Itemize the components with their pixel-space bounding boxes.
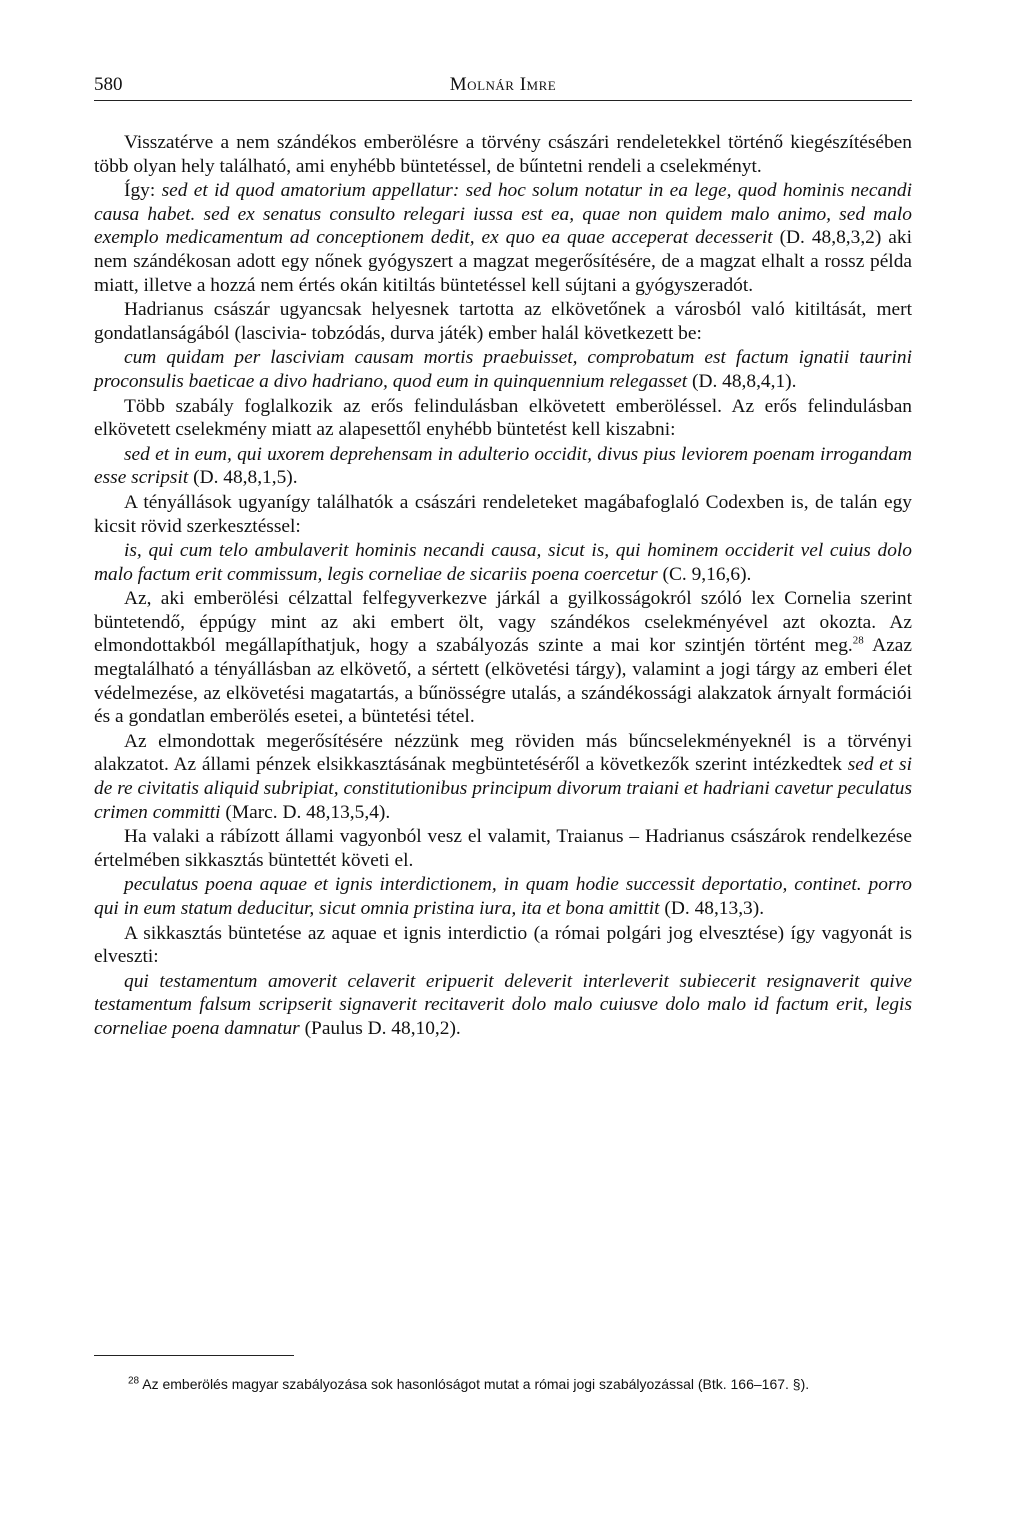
citation: (C. 9,16,6).	[657, 563, 752, 585]
page-number: 580	[94, 74, 123, 95]
footnote	[128, 1376, 918, 1392]
quote-3	[94, 539, 912, 586]
paragraph-text: Azaz megtalálható a tényállásban az elkövető, a sértett (elkövetési tárgy), valamint a jogi tárgy az emberi élet védelmezése, az elkövetési magatartás, a bűnösségre utalás, a szándékossági alakzatok árnyalt formációi és a gondatlan emberölés esetei, a büntetési tétel.	[94, 635, 912, 728]
paragraph-text: Visszatérve a nem szándékos emberölésre a törvény császári rendeletekkel történő kiegészítésében több olyan hely található, ami enyhébb büntetéssel, de bűntetni rendeli a cselekményt.	[94, 132, 912, 177]
latin-quote: peculatus poena aquae et ignis interdictionem, in quam hodie successit deportatio, continet. porro qui in eum statum deducitur, sicut omnia pristina iura, ita et bona amittit	[94, 874, 912, 919]
quote-4	[94, 873, 912, 920]
footnote-number: 28	[128, 1375, 140, 1387]
paragraph-lead: Így:	[124, 180, 162, 202]
paragraph-text: A sikkasztás büntetése az aquae et ignis interdictio (a római polgári jog elvesztése) így vagyonát is elveszti:	[94, 922, 912, 968]
latin-quote: sed et id quod amatorium appellatur: sed hoc solum notatur in ea lege, quod hominis necandi causa habet. sed ex senatus consulto relegari iussa est ea, quae non quidem malo animo, sed malo exemplo medicamentum ad conceptionem dedit, ex quo ea quae acceperat decesserit	[94, 180, 912, 249]
latin-quote: is, qui cum telo ambulaverit hominis necandi causa, sicut is, qui hominem occiderit vel cuius dolo malo factum erit commissum, legis corneliae de sicariis poena coercetur	[94, 540, 912, 585]
paragraph-text: Több szabály foglalkozik az erős felindulásban elkövetett emberöléssel. Az erős felindulásban elkövetett cselekmény miatt az alapesettől enyhébb büntetést kell kiszabni:	[94, 395, 912, 441]
paragraph-text: Ha valaki a rábízott állami vagyonból vesz el valamit, Traianus – Hadrianus császárok rendelkezése értelmében sikkasztás büntettét követi el.	[94, 826, 912, 871]
paragraph-text: Az, aki emberölési célzattal felfegyverkezve járkál a gyilkosságokról szóló lex Cornelia szerint büntetendő, éppúgy mint az aki embert ölt, vagy szándékos cselekményével azt okozta. Az elmondottakból megállapíthatjuk, hogy a szabályozás szinte a mai kor szintjén történt meg.	[94, 588, 912, 657]
paragraph-4	[94, 395, 912, 442]
paragraph-9	[94, 922, 912, 969]
footnote-text: Az emberölés magyar szabályozása sok hasonlóságot mutat a római jogi szabályozással (Btk. 166–167. §).	[139, 1376, 810, 1392]
citation: (D. 48,13,3).	[659, 898, 765, 919]
paragraph-1	[94, 131, 912, 178]
paragraph-text: Hadrianus császár ugyancsak helyesnek tartotta az elkövetőnek a városból való kitiltását, mert gondatlanságából (lascivia- tobzódás, durva játék) ember halál következett be:	[94, 299, 912, 344]
latin-quote: sed et in eum, qui uxorem deprehensam in adulterio occidit, divus pius leviorem poenam irrogandam esse scripsit	[94, 443, 912, 489]
latin-quote: qui testamentum amoverit celaverit eripuerit deleverit interleverit subiecerit resignaverit quive testamentum falsum scripserit signaverit recitaverit dolo malo cuiusve dolo malo id factum erit, legis corneliae poena damnatur	[94, 970, 912, 1039]
paragraph-5	[94, 491, 912, 538]
paragraph-text: A tényállások ugyanígy találhatók a császári rendeleteket magábafoglaló Codexben is, de talán egy kicsit rövid szerkesztéssel:	[94, 491, 912, 537]
latin-quote: cum quidam per lasciviam causam mortis praebuisset, comprobatum est factum ignatii taurini proconsulis baeticae a divo hadriano, quod eum in quinquennium relegasset	[94, 347, 912, 392]
citation: (Marc. D. 48,13,5,4).	[220, 801, 391, 823]
paragraph-text: Az elmondottak megerősítésére nézzünk meg röviden más bűncselekményeknél is a törvényi alakzatot. Az állami pénzek elsikkasztásának megbüntetéséről a következők szerint intézkedtek	[94, 730, 912, 776]
paragraph-text: (D. 48,8,3,2) aki nem szándékosan adott egy nőnek gyógyszert a magzat megerősítésére, de a magzat elhalt a rossz példa miatt, illetve a hozzá nem értés okán kitiltás büntetéssel kell sújtani a gyógyszeradót.	[94, 227, 912, 296]
body-text	[94, 131, 912, 1041]
latin-quote: sed et si de re civitatis aliquid subripiat, constitutionibus principum divorum traiani et hadriani cavetur peculatus crimen committi	[94, 754, 912, 823]
paragraph-8	[94, 825, 912, 872]
paragraph-2	[94, 179, 912, 297]
running-title: Molnár Imre	[449, 74, 557, 95]
paragraph-6	[94, 587, 912, 729]
citation: (D. 48,8,4,1).	[687, 370, 797, 392]
citation: (Paulus D. 48,10,2).	[299, 1017, 461, 1039]
citation: (D. 48,8,1,5).	[188, 467, 298, 489]
footnote-rule	[94, 1355, 294, 1356]
paragraph-7	[94, 730, 912, 824]
paragraph-3	[94, 298, 912, 345]
quote-5	[94, 970, 912, 1041]
quote-2	[94, 443, 912, 490]
page	[94, 70, 912, 1042]
running-header	[94, 70, 912, 101]
footnote-marker[interactable]: 28	[852, 635, 864, 647]
quote-1	[94, 346, 912, 393]
